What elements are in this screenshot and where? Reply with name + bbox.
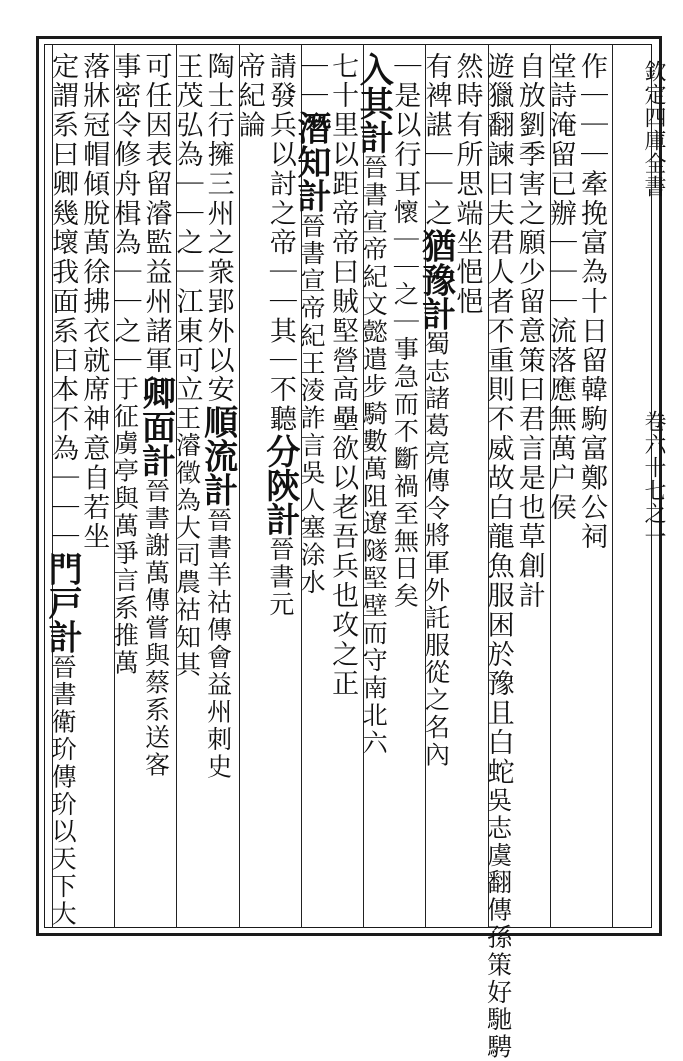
entry-heading: 入其計 [353, 52, 394, 154]
body-text: 作｜｜｜牽挽富為十日留韓駒富鄭公祠 [575, 52, 607, 552]
column-rule [612, 44, 613, 928]
annotation-text: 晉書謝萬傳嘗與蔡系送客 [141, 477, 171, 779]
body-text: 可任因表留濬監益州諸軍 [140, 52, 172, 376]
body-text: 落牀冠帽傾脫萬徐拂衣就席神意自若坐 [78, 52, 110, 552]
body-text: 陶士行擁三州之衆郢外以安 [202, 52, 234, 405]
entry-heading: 分陝計 [259, 434, 300, 537]
body-text: 遊獵翻諫曰夫君人者不重則不威故白龍魚服困於豫且白蛇 [482, 52, 514, 787]
body-text: 事密令修舟楫為｜｜之｜ [109, 52, 141, 376]
text-column [290, 52, 331, 922]
entry-heading: 猶豫計 [415, 228, 456, 331]
margin-chapter: 卷六十七之一 [641, 410, 666, 548]
annotation-text: 晉書衛玠傳玠以天下大 [48, 653, 78, 928]
margin-title: 欽定四庫全書 [641, 60, 666, 198]
annotation-text: 懷｜｜之｜事急而不斷禍至無日矣 [390, 199, 420, 610]
body-text: 有裨諶｜｜之 [420, 52, 452, 229]
text-column [575, 52, 611, 922]
body-text: 七十里以距帝帝曰賊堅營高壘欲以老吾兵也攻之正 [327, 52, 359, 699]
annotation-text: 吳志虞翻傳孫策好馳騁 [483, 787, 513, 1061]
body-text: 帝紀論 [233, 52, 265, 141]
annotation-text: 晉書宣帝紀文懿遣步騎數萬阻遼隧堅壁而守南北六 [359, 154, 389, 757]
text-column [389, 52, 424, 922]
body-text: 自放劉季害之願少留意策曰君言是也 [513, 52, 545, 523]
text-column [451, 52, 486, 922]
body-text: 然時有所思端坐悒悒 [451, 52, 483, 317]
body-text: 草創計 [513, 522, 545, 611]
text-column [109, 52, 144, 922]
entry-heading: 卿面計 [135, 375, 176, 478]
text-column [171, 52, 206, 922]
annotation-text: 王濬徵為大司農祜知其 [172, 404, 202, 679]
text-column [259, 52, 300, 922]
text-column [78, 52, 113, 922]
body-text: 堂詩淹留已辦｜｜｜流落應無萬户侯 [544, 52, 576, 523]
annotation-text: 蜀志諸葛亮傳令將軍外託服從之名內 [421, 330, 451, 769]
annotation-text: 晉書元 [265, 536, 295, 619]
entry-heading: 門戸計 [42, 551, 83, 654]
text-column [135, 52, 176, 922]
body-text: 定謂系曰卿幾壞我面系曰本不為｜｜｜ [47, 52, 79, 552]
body-text: ｜｜ [295, 52, 327, 111]
text-column [42, 52, 83, 928]
text-column [544, 52, 580, 922]
text-column [513, 52, 549, 922]
annotation-text: 于征虜亭與萬爭言系推萬 [110, 375, 140, 677]
text-column [482, 52, 518, 1061]
body-text: ｜是以行耳 [389, 52, 421, 199]
text-column [233, 52, 269, 922]
entry-heading: 順流計 [197, 404, 238, 507]
entry-heading: 潛知計 [290, 110, 331, 213]
text-column [353, 52, 394, 922]
text-column [415, 52, 456, 922]
body-text: 請發兵以討之帝｜｜其｜不聽 [264, 52, 296, 435]
annotation-text: 晉書宣帝紀王淩詐言吳人塞涂水 [296, 212, 326, 597]
text-column [197, 52, 238, 922]
text-column [327, 52, 362, 922]
annotation-text: 晉書羊祜傳會益州刺史 [203, 506, 233, 781]
body-text: 王茂弘為｜｜之｜江東可立 [171, 52, 203, 405]
